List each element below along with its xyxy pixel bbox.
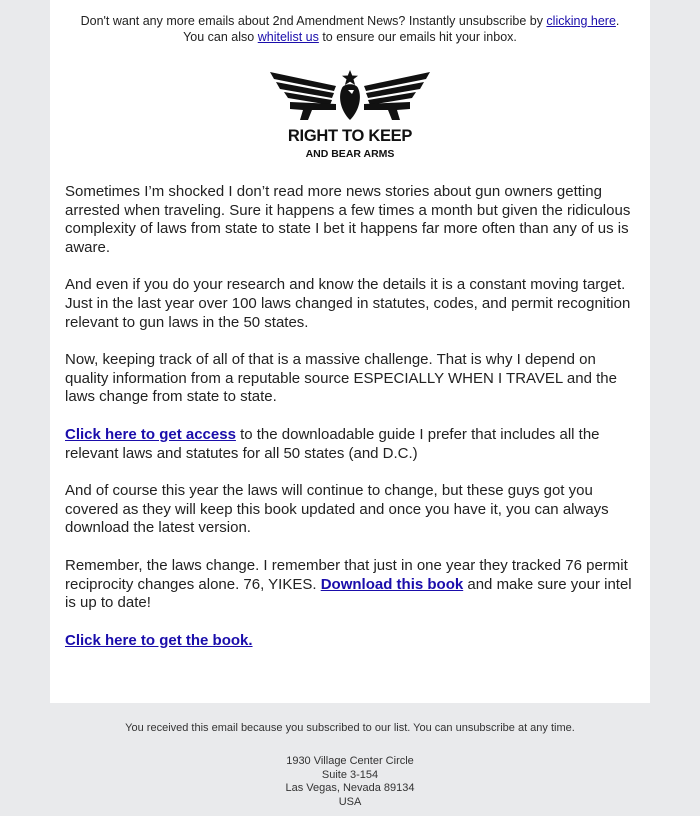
address-line-3: Las Vegas, Nevada 89134 [285,782,415,795]
paragraph-4 [65,426,637,463]
paragraph-6-end: and make sure your intel is up to date! [65,575,632,612]
whitelist-notice-text: You can also [183,30,258,44]
address-line-4: USA [338,795,362,808]
eagle-with-pistols-icon [270,66,430,126]
paragraph-6 [65,557,637,613]
logo-subtitle: AND BEAR ARMS [305,148,395,160]
email-footer [0,721,700,809]
paragraph-1: Sometimes I’m shocked I don’t read more news stories about gun owners getting arrested when traveling. Sure it happens a few times a month but given the ridiculous complexity of laws from state to state I bet it happens far more often than any of us is aware. [65,183,631,256]
paragraph-3: Now, keeping track of all of that is a massive challenge. That is why I depend on quality information from a reputable source ESPECIALLY WHEN I TRAVEL and the laws change from state to state. [65,351,617,406]
paragraph-6-text: Remember, the laws change. I remember that just in one year they tracked 76 permit reciprocity changes alone. 76, YIKES. [65,556,628,593]
paragraph-7 [65,632,637,651]
unsubscribe-link[interactable]: clicking here [546,14,616,28]
address-line-1: 1930 Village Center Circle [286,755,414,767]
email-card [50,0,650,703]
get-book-link[interactable]: Click here to get the book. [65,631,253,649]
paragraph-4-text: to the downloadable guide I prefer that includes all the relevant laws and statutes for all 50 states (and D.C.) [65,425,600,462]
whitelist-link[interactable]: whitelist us [257,30,319,44]
paragraph-5: And of course this year the laws will continue to change, but these guys got you covered as they will keep this book updated and once you have it, you can always download the latest version. [65,482,609,537]
download-book-link[interactable]: Download this book [320,575,464,593]
address-line-2: Suite 3-154 [321,768,379,781]
paragraph-2: And even if you do your research and know the details it is a constant moving target. Just in the last year over 100 laws changed in statutes, codes, and permit recognition relevant to gun laws in the 50 states. [65,276,631,331]
brand-logo [50,66,650,166]
unsubscribe-notice-text: Don't want any more emails about 2nd Amendment News? Instantly unsubscribe by [80,14,547,28]
unsubscribe-notice [50,13,650,45]
mailing-address [0,755,700,809]
unsubscribe-notice-end: . [615,14,620,28]
get-access-link[interactable]: Click here to get access [65,425,236,443]
whitelist-notice-end: to ensure our emails hit your inbox. [318,30,517,44]
email-body [65,183,637,669]
logo-title: RIGHT TO KEEP [287,127,413,145]
subscription-note: You received this email because you subscribed to our list. You can unsubscribe at any time. [125,722,575,734]
